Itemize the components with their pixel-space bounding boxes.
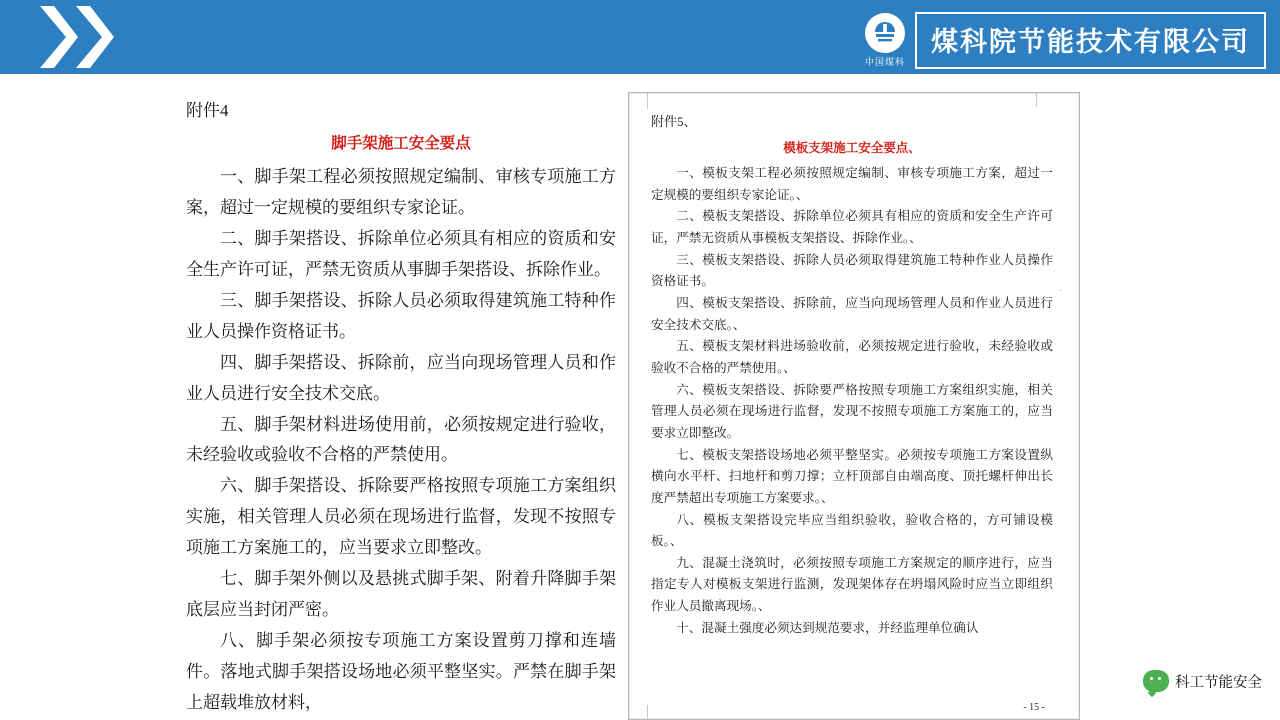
- right-paragraph: 三、模板支架搭设、拆除人员必须取得建筑施工特种作业人员操作资格证书。: [651, 252, 1053, 289]
- company-name: 煤科院节能技术有限公司: [915, 12, 1266, 69]
- right-paragraph: 七、模板支架搭设场地必须平整坚实。必须按专项施工方案设置纵横向水平杆、扫地杆和剪刀撑；立杆顶部自由端高度、顶托螺杆伸出长度严禁超出专项施工方案要求。、: [651, 447, 1053, 505]
- chevron-decoration: [40, 0, 112, 74]
- right-paragraph: 十、混凝土强度必须达到规范要求，并经监理单位确认: [676, 620, 979, 635]
- company-logo: [865, 13, 905, 68]
- wechat-watermark: [1143, 670, 1262, 692]
- double-chevron-right-icon-2: [76, 0, 114, 74]
- left-attachment-label: 附件4: [186, 101, 229, 120]
- right-paragraph: 五、模板支架材料进场验收前，必须按规定进行验收，未经验收或验收不合格的严禁使用。、: [651, 339, 1053, 375]
- right-paragraph: 六、模板支架搭设、拆除要严格按照专项施工方案组织实施，相关管理人员必须在现场进行监督，发现不按照专项施工方案施工的，应当要求立即整改。: [651, 382, 1053, 440]
- crop-mark: [647, 705, 648, 719]
- left-paragraph: 五、脚手架材料进场使用前，必须按规定进行验收，未经验收或验收不合格的严禁使用。: [186, 414, 616, 465]
- left-paragraph: 六、脚手架搭设、拆除要严格按照专项施工方案组织实施，相关管理人员必须在现场进行监督，发现不按照专项施工方案施工的，应当要求立即整改。: [186, 476, 616, 558]
- left-paragraph: 四、脚手架搭设、拆除前，应当向现场管理人员和作业人员进行安全技术交底。: [186, 352, 616, 403]
- double-chevron-right-icon: [40, 0, 78, 74]
- right-paragraph: 四、模板支架搭设、拆除前，应当向现场管理人员和作业人员进行安全技术交底。、: [651, 295, 1053, 332]
- right-attachment-label: 附件5、: [651, 114, 697, 129]
- left-document-title: 脚手架施工安全要点: [331, 135, 471, 152]
- left-paragraph: 二、脚手架搭设、拆除单位必须具有相应的资质和安全生产许可证，严禁无资质从事脚手架搭设、拆除作业。: [186, 228, 616, 279]
- right-paragraph: 九、混凝土浇筑时，必须按照专项施工方案规定的顺序进行，应当指定专人对模板支架进行监测，发现架体存在坍塌风险时应当立即组织作业人员撤离现场。、: [651, 555, 1053, 614]
- left-paragraph: 七、脚手架外侧以及悬挑式脚手架、附着升降脚手架底层应当封闭严密。: [186, 569, 616, 620]
- page-number: - 15 -: [1023, 702, 1045, 713]
- coal-science-logo-icon: [865, 13, 905, 53]
- wechat-label: 科工节能安全: [1175, 674, 1262, 691]
- left-document: [186, 96, 616, 712]
- left-paragraph: 一、脚手架工程必须按照规定编制、审核专项施工方案，超过一定规模的要组织专家论证。: [186, 167, 616, 217]
- logo-caption: 中国煤科: [864, 58, 905, 68]
- right-paragraph: 一、模板支架工程必须按照规定编制、审核专项施工方案，超过一定规模的要组织专家论证。、: [651, 166, 1053, 202]
- wechat-icon: [1143, 670, 1169, 692]
- brand-block: [865, 12, 1266, 69]
- left-paragraph: 三、脚手架搭设、拆除人员必须取得建筑施工特种作业人员操作资格证书。: [186, 290, 616, 341]
- right-paragraph: 八、模板支架搭设完毕应当组织验收，验收合格的，方可铺设模板。、: [651, 512, 1053, 549]
- right-document-title: 模板支架施工安全要点、: [783, 141, 921, 155]
- crop-mark: [647, 93, 648, 109]
- left-paragraph: 八、脚手架必须按专项施工方案设置剪刀撑和连墙件。落地式脚手架搭设场地必须平整坚实。严禁在脚手架上超载堆放材料，: [186, 631, 616, 712]
- right-paragraph: 二、模板支架搭设、拆除单位必须具有相应的资质和安全生产许可证，严禁无资质从事模板支架搭设、拆除作业。、: [651, 209, 1053, 245]
- crop-mark: [1036, 93, 1037, 107]
- right-document-scan: [628, 92, 1080, 720]
- crop-mark: [1060, 289, 1061, 291]
- page-header: [0, 0, 1280, 74]
